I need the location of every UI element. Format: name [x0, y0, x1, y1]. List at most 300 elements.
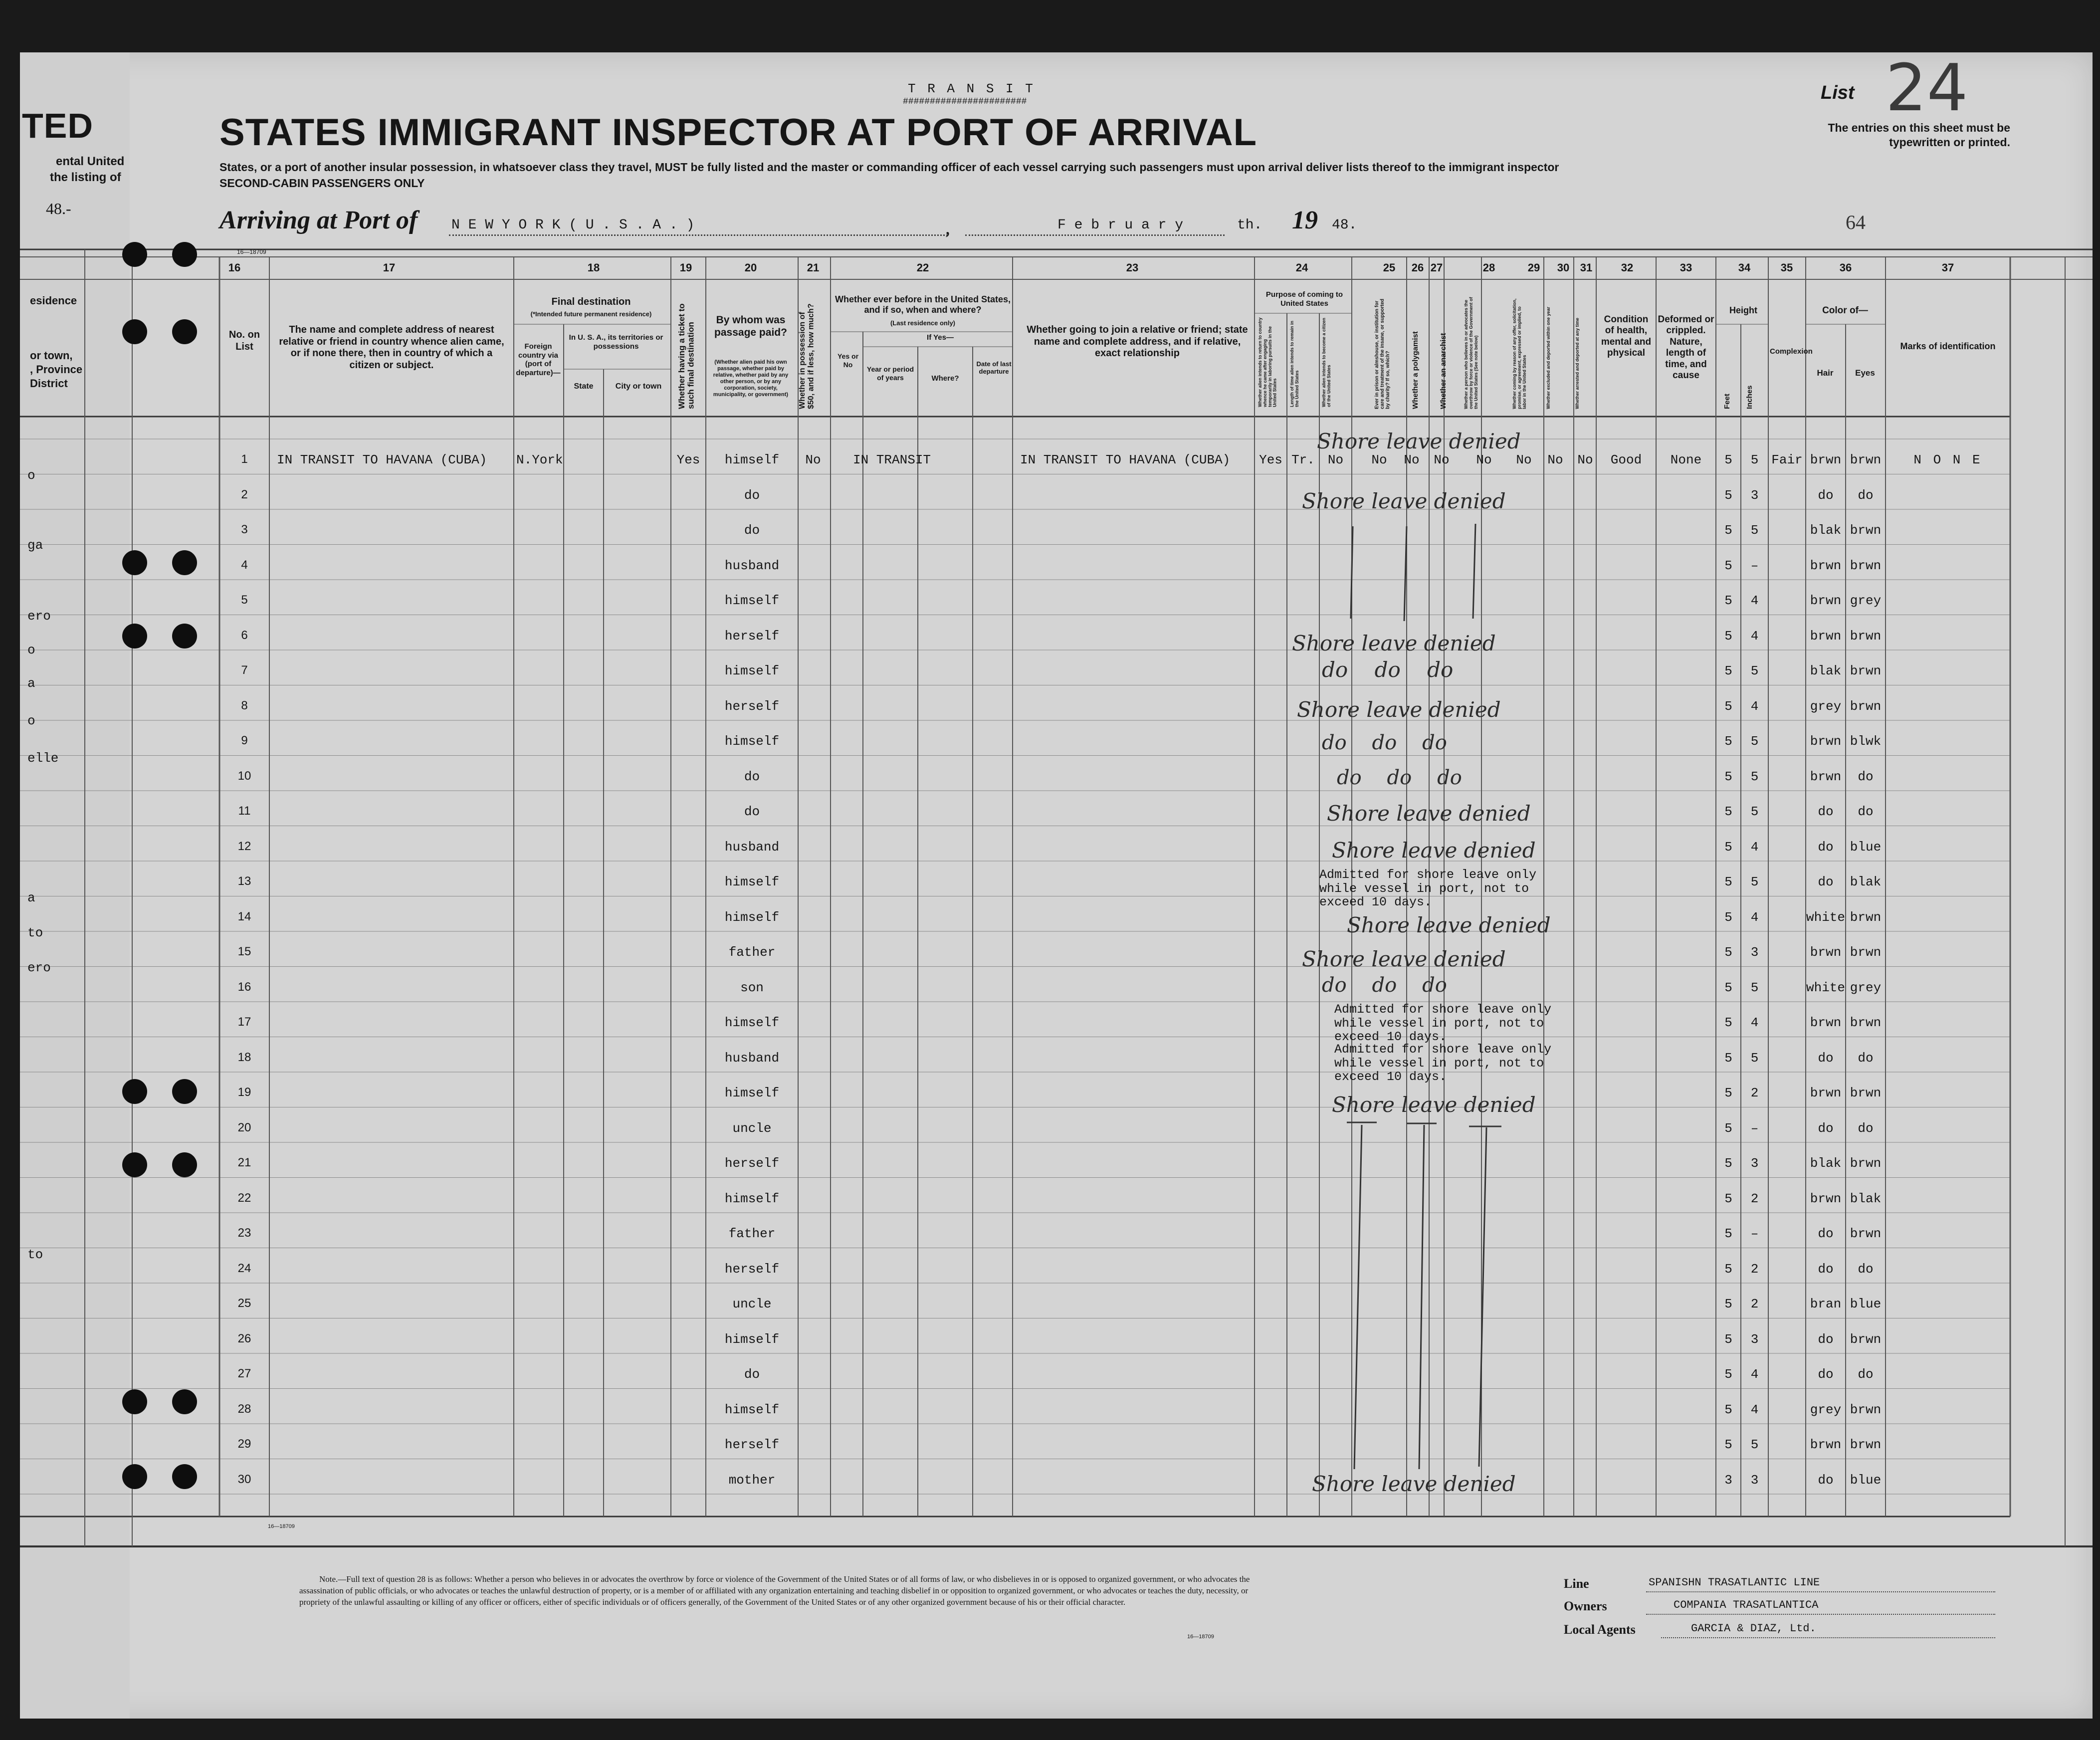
cell-c30: No	[1547, 452, 1563, 467]
cell-inches: 2	[1750, 1297, 1759, 1311]
line-value: SPANISHN TRASATLANTIC LINE	[1649, 1576, 1820, 1589]
footer-note: Note.—Full text of question 28 is as follows: Whether a person who believes in or advocates the overthrow by force or violence of the Government of the United States or of all forms of law, or who disbelieves in or is opposed to organized government, or who advocates the assassination of public officials, or who advocates or teaches the unlawful destruction of property, or is a member of or affiliated with any organization entertaining and teaching disbelief in or opposition to organized government, or who advocates or teaches the duty, necessity, or propriety of the unlawful assaulting or killing of any officer or officers, either of specific individuals or of officers generally, of the Government of the United States or of any other organized government because of his or their official character.	[299, 1574, 1250, 1607]
annotation-shore-leave-6: Shore leave denied	[1332, 838, 1536, 863]
cell-hair: brwn	[1810, 628, 1842, 644]
cell-p24b: Tr.	[1291, 452, 1315, 467]
owners-underline	[1646, 1614, 1995, 1615]
ditto-line-1	[1351, 526, 1353, 619]
cell-hair: brwn	[1810, 1015, 1842, 1030]
cell-paid: herself	[724, 1261, 780, 1277]
column-number-37: 37	[1941, 261, 1954, 274]
cell-eyes: brwn	[1850, 558, 1882, 573]
cell-eyes: brwn	[1850, 945, 1882, 960]
cell-deformed: None	[1670, 452, 1702, 467]
cell-feet: 5	[1724, 523, 1732, 538]
cell-eyes: brwn	[1850, 1331, 1882, 1347]
cell-no: 5	[241, 593, 248, 607]
admitted-note-3-line-1: Admitted for shore leave only	[1334, 1042, 1552, 1057]
cell-no: 29	[237, 1437, 251, 1451]
header-state: State	[574, 382, 594, 391]
year-suffix: 48.	[1332, 218, 1357, 233]
left-page-entry: elle	[27, 751, 59, 766]
column-number-36: 36	[1839, 261, 1852, 274]
cell-no: 19	[237, 1086, 251, 1099]
header-complexion: Complexion	[1770, 347, 1813, 356]
header-final-destination-note: (*Intended future permanent residence)	[530, 310, 652, 318]
agents-value: GARCIA & DIAZ, Ltd.	[1691, 1622, 1816, 1635]
cell-paid: husband	[724, 1050, 780, 1066]
cell-paid: himself	[724, 909, 780, 925]
cell-inches: 4	[1750, 909, 1759, 925]
cell-paid: husband	[724, 839, 780, 855]
arrival-day-suffix: th.	[1237, 218, 1262, 233]
cell-paid: do	[744, 769, 760, 784]
cell-eyes: brwn	[1850, 909, 1882, 925]
cell-inches: 5	[1750, 734, 1759, 749]
cell-no: 23	[237, 1226, 251, 1240]
cell-hair: brwn	[1810, 945, 1842, 960]
cell-inches: –	[1750, 558, 1759, 573]
header-passage-note: (Whether alien paid his own passage, whether paid by relative, whether paid by any other person, or by any corporation, society, municipality, or government)	[713, 359, 789, 398]
cell-paid: himself	[724, 452, 780, 467]
transit-label: T R A N S I T	[908, 81, 1035, 96]
annotation-ditto-4: do do do	[1322, 974, 1447, 997]
header-if-yes: If Yes—	[927, 333, 954, 342]
header-hair: Hair	[1817, 368, 1834, 378]
header-foreign-country: Foreign country via (port of departure)—	[516, 342, 561, 378]
cell-inches: 5	[1750, 1050, 1759, 1066]
cell-inches: –	[1750, 1120, 1759, 1136]
cell-no: 28	[237, 1402, 251, 1416]
cell-eyes: do	[1858, 1120, 1874, 1136]
column-number-32: 32	[1621, 261, 1634, 274]
cell-inches: 5	[1750, 1437, 1759, 1452]
admitted-note-3-line-2: while vessel in port, not to	[1334, 1056, 1544, 1071]
cell-inches: 4	[1750, 628, 1759, 644]
cell-feet: 5	[1724, 734, 1732, 749]
admitted-note-2-line-2: while vessel in port, not to	[1334, 1016, 1544, 1031]
cell-eyes: blak	[1850, 874, 1882, 889]
admitted-note-1-line-2: while vessel in port, not to	[1319, 881, 1529, 896]
header-c27: Whether an anarchist	[1439, 333, 1448, 409]
cell-hair: brwn	[1810, 593, 1842, 608]
cell-no: 25	[237, 1297, 251, 1310]
annotation-shore-leave-7: Shore leave denied	[1347, 913, 1551, 937]
cell-feet: 5	[1724, 593, 1732, 608]
cell-inches: 5	[1750, 874, 1759, 889]
line-underline	[1646, 1591, 1995, 1592]
cell-c31: No	[1577, 452, 1593, 467]
cell-eyes: brwn	[1850, 452, 1882, 467]
cell-hair: brwn	[1810, 452, 1842, 467]
header-purpose: Purpose of coming to United States	[1265, 290, 1343, 308]
cell-paid: himself	[724, 874, 780, 889]
annotation-shore-leave-2: Shore leave denied	[1302, 489, 1506, 513]
header-usa-possessions: In U. S. A., its territories or possessions	[569, 333, 663, 351]
cell-hair: brwn	[1810, 558, 1842, 573]
cell-hair: do	[1818, 1472, 1834, 1488]
year-prefix: 19	[1292, 206, 1318, 234]
column-number-25: 25	[1383, 261, 1396, 274]
header-color-of: Color of—	[1822, 305, 1868, 316]
left-page-line-2: the listing of	[50, 171, 121, 184]
left-page-title-fragment: TED	[22, 106, 93, 145]
cell-paid: father	[728, 945, 776, 960]
list-number: 24	[1886, 50, 1968, 126]
column-number-20: 20	[744, 261, 757, 274]
cell-hair: blak	[1810, 523, 1842, 538]
header-before-in-us: Whether ever before in the United States, and if so, when and where?	[835, 294, 1011, 315]
cell-feet: 5	[1724, 1331, 1732, 1347]
header-c31: Whether arrested and deported at any time	[1575, 317, 1580, 409]
cell-c27: No	[1434, 452, 1450, 467]
header-c30: Whether excluded and deported within one year	[1546, 306, 1551, 409]
left-page-header-line-2: , Province	[30, 363, 83, 376]
left-page-entry: o	[27, 643, 35, 657]
cell-inches: 5	[1750, 769, 1759, 784]
header-height: Height	[1729, 305, 1757, 315]
cell-hair: do	[1818, 874, 1834, 889]
admitted-note-1-line-1: Admitted for shore leave only	[1319, 868, 1537, 882]
cell-feet: 5	[1724, 1297, 1732, 1311]
cell-inches: 2	[1750, 1086, 1759, 1100]
cell-eyes: brwn	[1850, 628, 1882, 644]
cell-no: 10	[237, 769, 251, 783]
cell-before: IN TRANSIT	[853, 452, 931, 467]
list-label: List	[1821, 82, 1855, 103]
comma: ,	[945, 216, 950, 238]
cell-feet: 5	[1724, 769, 1732, 784]
cell-paid: herself	[724, 698, 780, 714]
cell-hair: do	[1818, 1261, 1834, 1277]
cell-eyes: blue	[1850, 1472, 1882, 1488]
cell-paid: do	[744, 804, 760, 819]
admitted-note-1-line-3: exceed 10 days.	[1319, 895, 1432, 909]
cell-hair: blak	[1810, 663, 1842, 678]
form-number-table: 16—18709	[268, 1523, 295, 1529]
header-purpose-a: Whether alien intends to return to country whence he came after engaging temporarily in laboring pursuits in the United States	[1258, 317, 1277, 407]
left-page-line-1: ental United	[56, 155, 125, 168]
header-c28: Whether a person who believes in or advocates the overthrow by force or violence of the Government of the United States (See note below)	[1464, 297, 1478, 409]
cell-c26: No	[1404, 452, 1420, 467]
cell-no: 11	[238, 804, 251, 818]
cell-paid: herself	[724, 1437, 780, 1452]
cell-eyes: blue	[1850, 1297, 1882, 1311]
cell-paid: himself	[724, 734, 780, 749]
ditto-line-5	[1419, 1125, 1424, 1469]
cell-feet: 5	[1724, 1226, 1732, 1241]
cell-feet: 5	[1724, 874, 1732, 889]
cell-no: 9	[241, 734, 248, 747]
annotation-shore-leave-1: Shore leave denied	[1317, 429, 1521, 453]
header-where: Where?	[931, 374, 959, 383]
cell-no: 13	[237, 874, 251, 888]
cell-eyes: blwk	[1850, 734, 1882, 749]
column-number-29: 29	[1527, 261, 1540, 274]
cell-hair: blak	[1810, 1156, 1842, 1171]
column-number-27: 27	[1430, 261, 1443, 274]
cell-paid: herself	[724, 1156, 780, 1171]
page-number: 64	[1846, 211, 1866, 233]
cell-inches: 3	[1750, 1156, 1759, 1171]
cell-inches: 3	[1750, 945, 1759, 960]
port-of-arrival: N E W Y O R K ( U . S . A . )	[451, 218, 695, 233]
header-deformed: Deformed or crippled. Nature, length of time, and cause	[1658, 314, 1714, 381]
header-marks: Marks of identification	[1900, 341, 1996, 351]
cell-inches: 5	[1750, 523, 1759, 538]
cell-feet: 3	[1724, 1472, 1732, 1488]
cell-hair: do	[1818, 804, 1834, 819]
owners-value: COMPANIA TRASATLANTICA	[1674, 1599, 1819, 1611]
cell-eyes: brwn	[1850, 523, 1882, 538]
cell-feet: 5	[1724, 1156, 1732, 1171]
header-yes-or-no: Yes or No	[837, 352, 859, 369]
owners-label: Owners	[1564, 1599, 1607, 1613]
cell-no: 17	[237, 1015, 251, 1029]
cell-paid: uncle	[732, 1297, 772, 1311]
cell-no: 12	[237, 839, 251, 853]
cell-inches: 4	[1750, 593, 1759, 608]
cell-eyes: brwn	[1850, 1015, 1882, 1030]
cell-hair: do	[1818, 1226, 1834, 1241]
cell-hair: white	[1806, 980, 1845, 995]
cell-eyes: brwn	[1850, 698, 1882, 714]
cell-inches: 3	[1750, 487, 1759, 503]
cell-no: 7	[241, 663, 248, 677]
cell-no: 6	[241, 628, 248, 642]
cell-no: 2	[241, 487, 248, 501]
header-year-period: Year or period of years	[866, 365, 914, 382]
annotation-shore-leave-8: Shore leave denied	[1302, 947, 1506, 971]
form-number-top: 16—18709	[237, 248, 266, 255]
ditto-line-6	[1479, 1127, 1486, 1467]
cell-eyes: do	[1858, 487, 1874, 503]
cell-eyes: brwn	[1850, 663, 1882, 678]
header-feet: Feet	[1723, 394, 1731, 409]
left-page-entry: o	[27, 713, 35, 728]
left-page-header-line-3: District	[30, 377, 68, 390]
cell-eyes: do	[1858, 1050, 1874, 1066]
annotation-ditto-3: do do do	[1337, 766, 1462, 789]
cell-paid: herself	[724, 628, 780, 644]
cell-p24a: Yes	[1259, 452, 1282, 467]
header-purpose-c: Whether alien intends to become a citizen of the United States	[1321, 317, 1331, 407]
admitted-note-3-line-3: exceed 10 days.	[1334, 1070, 1447, 1084]
annotation-shore-leave-3: Shore leave denied	[1292, 631, 1496, 655]
cell-paid: do	[744, 523, 760, 538]
cell-no: 21	[237, 1156, 251, 1169]
cell-hair: brwn	[1810, 1437, 1842, 1452]
column-number-31: 31	[1580, 261, 1593, 274]
cell-paid: do	[744, 487, 760, 503]
cell-money: No	[805, 452, 821, 467]
column-number-22: 22	[916, 261, 929, 274]
cell-marks: N O N E	[1913, 452, 1982, 467]
cell-eyes: do	[1858, 804, 1874, 819]
cell-no: 22	[237, 1191, 251, 1205]
cell-feet: 5	[1724, 1261, 1732, 1277]
header-passage-paid: By whom was passage paid?	[714, 314, 787, 338]
cell-feet: 5	[1724, 804, 1732, 819]
cell-feet: 5	[1724, 487, 1732, 503]
annotation-shore-leave-10: Shore leave denied	[1312, 1472, 1516, 1496]
header-no-on-list: No. on List	[228, 329, 260, 352]
header-nearest-relative: The name and complete address of nearest relative or friend in country whence alien came, or if none there, then in country of which a citizen or subject.	[279, 324, 504, 371]
cell-feet: 5	[1724, 452, 1732, 467]
annotation-shore-leave-9: Shore leave denied	[1332, 1092, 1536, 1117]
left-page-entry: o	[27, 468, 35, 483]
cell-join: IN TRANSIT TO HAVANA (CUBA)	[1020, 452, 1231, 467]
form-number-bottom: 16—18709	[1187, 1634, 1214, 1640]
left-page-entry: a	[27, 676, 35, 691]
cell-hair: do	[1818, 1120, 1834, 1136]
cell-hair: grey	[1810, 1402, 1842, 1417]
cell-p24c: No	[1327, 452, 1344, 467]
transit-underline: #######################	[903, 97, 1027, 107]
header-c26: Whether a polygamist	[1411, 331, 1420, 409]
cell-eyes: brwn	[1850, 1086, 1882, 1100]
left-page-entry: a	[27, 890, 35, 905]
cell-no: 4	[241, 558, 248, 572]
cell-paid: himself	[724, 1015, 780, 1030]
cell-feet: 5	[1724, 980, 1732, 995]
header-ticket: Whether having a ticket to such final destination	[677, 303, 696, 409]
cell-hair: do	[1818, 1367, 1834, 1382]
arrival-month: F e b r u a r y	[1057, 218, 1184, 233]
header-c25: Ever in prison or almshouse, or institution for care and treatment of the insane, or supported by charity? If so, which?	[1374, 298, 1391, 409]
cell-no: 18	[237, 1050, 251, 1064]
column-number-16: 16	[228, 261, 241, 274]
cell-paid: himself	[724, 593, 780, 608]
header-money: Whether in possession of $50, and if less, how much?	[798, 303, 816, 409]
cell-paid: himself	[724, 1331, 780, 1347]
header-last-residence: (Last residence only)	[890, 319, 956, 327]
cell-complexion: Fair	[1771, 452, 1803, 467]
cell-c25: No	[1371, 452, 1387, 467]
cell-hair: do	[1818, 1050, 1834, 1066]
cell-feet: 5	[1724, 1437, 1732, 1452]
cell-inches: –	[1750, 1226, 1759, 1241]
cell-hair: brwn	[1810, 1191, 1842, 1206]
cell-feet: 5	[1724, 1086, 1732, 1100]
cell-inches: 5	[1750, 804, 1759, 819]
cell-inches: 3	[1750, 1331, 1759, 1347]
cell-c29: No	[1516, 452, 1532, 467]
cell-health: Good	[1610, 452, 1642, 467]
cell-eyes: do	[1858, 1367, 1874, 1382]
left-page-column-header: esidence	[30, 294, 77, 307]
annotation-ditto-1: do do do	[1322, 657, 1454, 682]
cell-eyes: blue	[1850, 839, 1882, 855]
cell-feet: 5	[1724, 909, 1732, 925]
cell-inches: 2	[1750, 1261, 1759, 1277]
admitted-note-2-line-3: exceed 10 days.	[1334, 1030, 1447, 1044]
cell-inches: 5	[1750, 663, 1759, 678]
cell-no: 16	[237, 980, 251, 994]
cell-paid: son	[740, 980, 764, 995]
cell-hair: do	[1818, 839, 1834, 855]
cell-inches: 4	[1750, 1015, 1759, 1030]
cell-c28: No	[1476, 452, 1492, 467]
cell-eyes: grey	[1850, 980, 1882, 995]
left-page-header-line-1: or town,	[30, 349, 73, 362]
line-label: Line	[1564, 1576, 1589, 1591]
cell-foreign: N.York	[516, 452, 563, 467]
cell-no: 27	[237, 1367, 251, 1380]
cell-inches: 5	[1750, 452, 1759, 467]
cell-hair: grey	[1810, 698, 1842, 714]
cell-paid: uncle	[732, 1120, 772, 1136]
cell-eyes: do	[1858, 769, 1874, 784]
cell-paid: father	[728, 1226, 776, 1241]
left-page-entry: to	[27, 925, 43, 940]
cell-eyes: brwn	[1850, 1402, 1882, 1417]
annotation-shore-leave-4: Shore leave denied	[1297, 697, 1501, 722]
cell-no: 15	[237, 945, 251, 958]
left-page-year-fragment: 48.-	[46, 200, 71, 218]
column-number-34: 34	[1738, 261, 1751, 274]
cell-feet: 5	[1724, 1015, 1732, 1030]
ditto-line-4	[1354, 1125, 1362, 1469]
cell-feet: 5	[1724, 558, 1732, 573]
cell-eyes: brwn	[1850, 1226, 1882, 1241]
cell-no: 3	[241, 523, 248, 536]
cell-no: 20	[237, 1120, 251, 1134]
column-number-17: 17	[383, 261, 396, 274]
cell-no: 14	[237, 909, 251, 923]
cell-no: 1	[241, 452, 248, 466]
column-number-21: 21	[807, 261, 820, 274]
cell-hair: bran	[1810, 1297, 1842, 1311]
left-page-entry: ero	[27, 960, 51, 975]
subtitle: States, or a port of another insular possession, in whatsoever class they travel, MUST be fully listed and the master or commanding officer of each vessel carrying such passengers must upon arrival deliver lists thereof to the immigrant inspector	[219, 161, 1559, 174]
column-number-18: 18	[587, 261, 600, 274]
cell-paid: himself	[724, 663, 780, 678]
column-number-19: 19	[679, 261, 692, 274]
admitted-note-2-line-1: Admitted for shore leave only	[1334, 1002, 1552, 1017]
left-page-entry: to	[27, 1247, 43, 1262]
cell-hair: do	[1818, 487, 1834, 503]
cell-feet: 5	[1724, 1050, 1732, 1066]
annotation-ditto-2: do do do	[1322, 731, 1447, 754]
agents-label: Local Agents	[1564, 1622, 1636, 1637]
cell-hair: brwn	[1810, 769, 1842, 784]
cell-paid: husband	[724, 558, 780, 573]
cell-paid: himself	[724, 1086, 780, 1100]
column-number-28: 28	[1482, 261, 1495, 274]
cell-feet: 5	[1724, 1120, 1732, 1136]
cell-feet: 5	[1724, 663, 1732, 678]
cell-inches: 4	[1750, 1367, 1759, 1382]
ditto-line-2	[1404, 526, 1407, 621]
cell-no: 26	[237, 1331, 251, 1345]
cell-feet: 5	[1724, 628, 1732, 644]
cell-hair: white	[1806, 909, 1845, 925]
left-page-entry: ga	[27, 538, 43, 553]
cell-eyes: do	[1858, 1261, 1874, 1277]
cell-hair: do	[1818, 1331, 1834, 1347]
cell-inches: 4	[1750, 1402, 1759, 1417]
column-number-33: 33	[1680, 261, 1692, 274]
cell-inches: 4	[1750, 839, 1759, 855]
cell-eyes: brwn	[1850, 1156, 1882, 1171]
cell-feet: 5	[1724, 945, 1732, 960]
cell-relative: IN TRANSIT TO HAVANA (CUBA)	[277, 452, 487, 467]
cell-paid: himself	[724, 1191, 780, 1206]
cell-inches: 5	[1750, 980, 1759, 995]
header-c29: Whether coming by reason of any offer, solicitation, promise, or agreement, expressed or implied, to labor in the United States	[1512, 298, 1527, 409]
header-date-departure: Date of last departure	[976, 360, 1012, 376]
